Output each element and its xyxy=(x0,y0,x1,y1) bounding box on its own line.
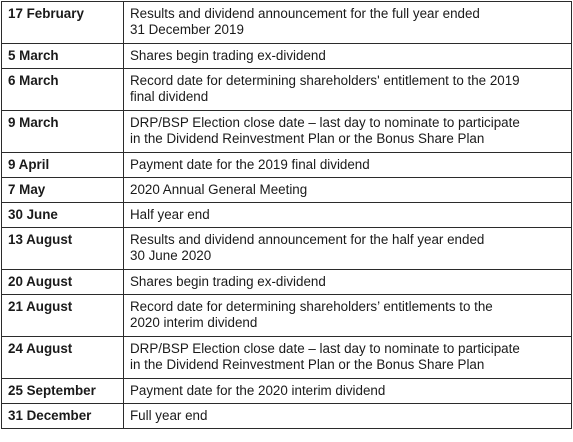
calendar-table-body xyxy=(2,2,572,429)
table-row xyxy=(2,228,572,270)
table-row xyxy=(2,69,572,111)
row-event: Payment date for the 2020 interim dividend xyxy=(124,379,572,404)
table-row xyxy=(2,153,572,178)
row-date: 7 May xyxy=(2,178,124,203)
row-date: 30 June xyxy=(2,203,124,228)
table-row xyxy=(2,2,572,44)
table-row xyxy=(2,178,572,203)
row-date: 9 March xyxy=(2,111,124,153)
row-event: Record date for determining shareholders’ entitlements to the 2020 interim dividend xyxy=(124,295,572,337)
row-date: 17 February xyxy=(2,2,124,44)
row-date: 24 August xyxy=(2,337,124,379)
row-date: 6 March xyxy=(2,69,124,111)
row-event: 2020 Annual General Meeting xyxy=(124,178,572,203)
row-event: Record date for determining shareholders' entitlement to the 2019 final dividend xyxy=(124,69,572,111)
row-event: DRP/BSP Election close date – last day to nominate to participate in the Dividend Reinvestment Plan or the Bonus Share Plan xyxy=(124,111,572,153)
table-row xyxy=(2,404,572,429)
table-row xyxy=(2,270,572,295)
row-event: DRP/BSP Election close date – last day to nominate to participate in the Dividend Reinvestment Plan or the Bonus Share Plan xyxy=(124,337,572,379)
table-row xyxy=(2,111,572,153)
row-event: Full year end xyxy=(124,404,572,429)
row-event: Results and dividend announcement for the full year ended 31 December 2019 xyxy=(124,2,572,44)
table-row xyxy=(2,295,572,337)
row-date: 25 September xyxy=(2,379,124,404)
row-event: Shares begin trading ex-dividend xyxy=(124,44,572,69)
row-date: 13 August xyxy=(2,228,124,270)
table-row xyxy=(2,337,572,379)
row-event: Results and dividend announcement for the half year ended 30 June 2020 xyxy=(124,228,572,270)
row-date: 31 December xyxy=(2,404,124,429)
table-row xyxy=(2,44,572,69)
row-date: 21 August xyxy=(2,295,124,337)
row-date: 9 April xyxy=(2,153,124,178)
row-event: Half year end xyxy=(124,203,572,228)
dividend-calendar-table xyxy=(1,1,572,429)
row-date: 20 August xyxy=(2,270,124,295)
table-row xyxy=(2,379,572,404)
row-event: Payment date for the 2019 final dividend xyxy=(124,153,572,178)
row-date: 5 March xyxy=(2,44,124,69)
table-row xyxy=(2,203,572,228)
row-event: Shares begin trading ex-dividend xyxy=(124,270,572,295)
